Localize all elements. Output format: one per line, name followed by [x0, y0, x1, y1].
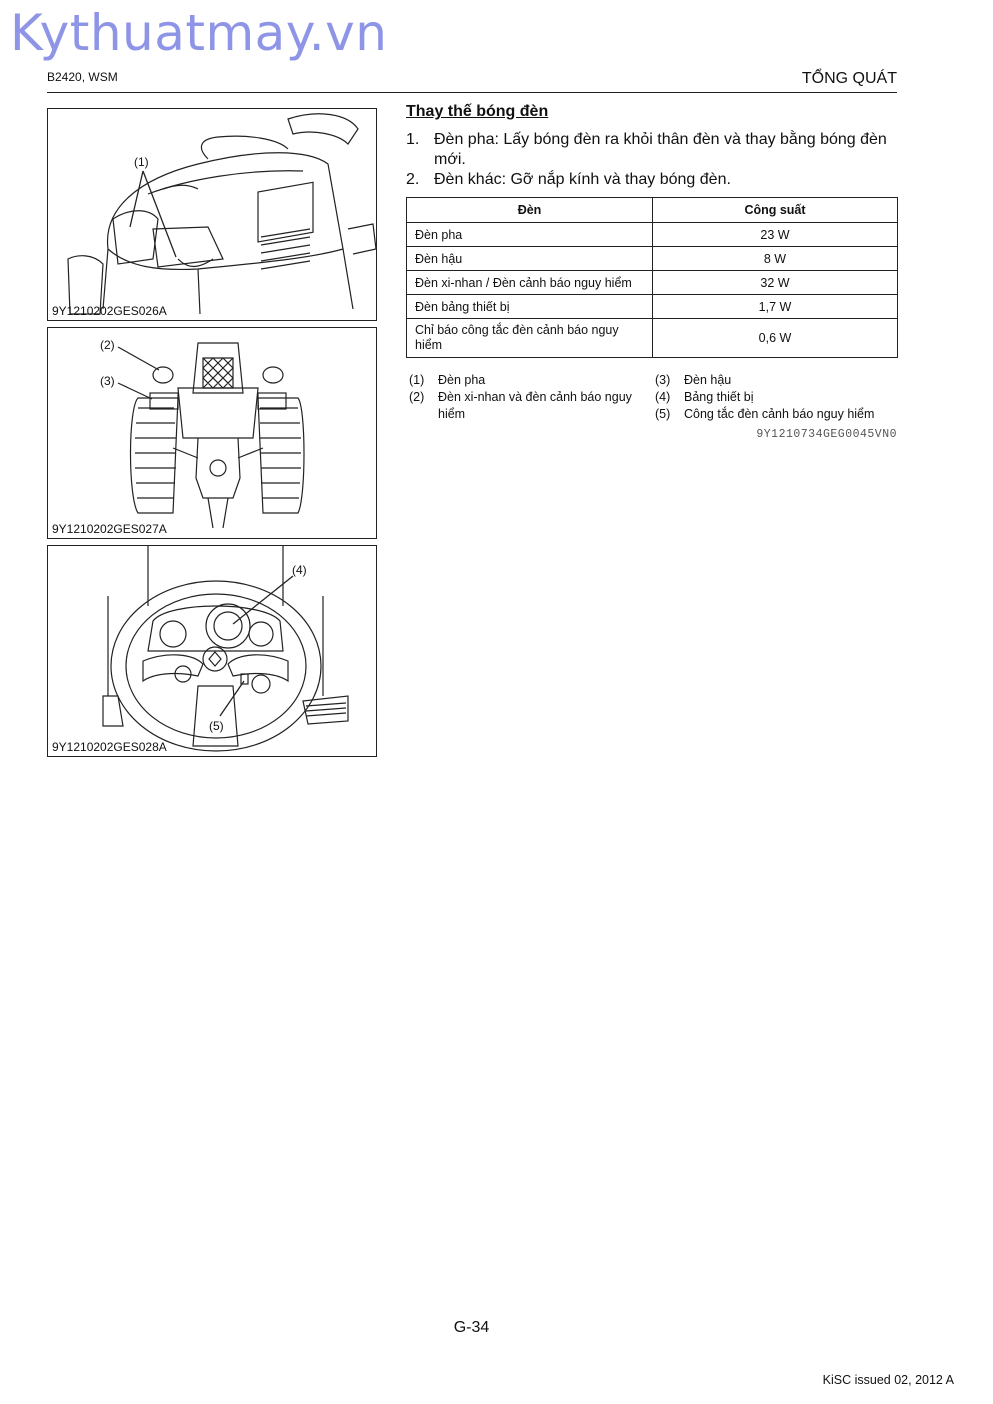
legend-number: (3): [655, 373, 671, 387]
legend-item: [409, 372, 649, 389]
tractor-rear-illustration: [48, 328, 377, 539]
step-text: Đèn pha: Lấy bóng đèn ra khỏi thân đèn và thay bằng bóng đèn mới.: [434, 131, 887, 168]
table-row: [407, 295, 898, 319]
legend-left: [409, 372, 649, 423]
step-item: [406, 170, 898, 190]
figure-code: 9Y1210202GES027A: [52, 522, 167, 536]
legend-text: Đèn pha: [438, 373, 486, 387]
cell-light: Đèn xi-nhan / Đèn cảnh báo nguy hiểm: [407, 271, 653, 295]
callout-5: (5): [209, 719, 224, 733]
legend-item: [655, 372, 900, 389]
table-header-row: [407, 198, 898, 223]
legend-text: Bảng thiết bị: [684, 390, 754, 404]
section-title: Thay thế bóng đèn: [406, 103, 549, 120]
cell-light: Đèn bảng thiết bị: [407, 295, 653, 319]
table-row: [407, 319, 898, 358]
legend-number: (5): [655, 407, 671, 421]
callout-3: (3): [100, 374, 115, 388]
footer-issue: KiSC issued 02, 2012 A: [822, 1373, 954, 1387]
figure-dashboard: [47, 545, 377, 757]
table-row: [407, 271, 898, 295]
step-item: [406, 130, 898, 170]
legend-text: Công tắc đèn cảnh báo nguy hiểm: [684, 407, 875, 421]
cell-light: Đèn hậu: [407, 247, 653, 271]
procedure-steps: [406, 130, 898, 190]
column-header-wattage: Công suất: [653, 198, 898, 223]
dashboard-illustration: [48, 546, 377, 757]
header-model: B2420, WSM: [47, 70, 118, 84]
step-text: Đèn khác: Gỡ nắp kính và thay bóng đèn.: [434, 171, 731, 188]
cell-wattage: 32 W: [653, 271, 898, 295]
cell-light: Đèn pha: [407, 223, 653, 247]
callout-4: (4): [292, 563, 307, 577]
cell-wattage: 0,6 W: [653, 319, 898, 358]
column-header-light: Đèn: [407, 198, 653, 223]
tractor-hood-illustration: [48, 109, 377, 321]
watermark-logo: Kythuatmay.vn: [10, 4, 388, 62]
cell-wattage: 8 W: [653, 247, 898, 271]
callout-1: (1): [134, 155, 149, 169]
callout-2: (2): [100, 338, 115, 352]
header-divider: [47, 92, 897, 93]
legend-item: [409, 389, 649, 423]
header-section: TỔNG QUÁT: [801, 70, 897, 87]
legend-number: (1): [409, 373, 425, 387]
document-code: 9Y1210734GEG0045VN0: [756, 428, 897, 441]
legend-number: (4): [655, 390, 671, 404]
figure-code: 9Y1210202GES026A: [52, 304, 167, 318]
page-number: G-34: [453, 1319, 490, 1336]
cell-wattage: 1,7 W: [653, 295, 898, 319]
legend-item: [655, 389, 900, 406]
cell-wattage: 23 W: [653, 223, 898, 247]
table-row: [407, 223, 898, 247]
figure-headlights: [47, 108, 377, 321]
legend-right: [655, 372, 900, 423]
figure-rear-lights: [47, 327, 377, 539]
step-number: 1.: [406, 131, 420, 148]
figure-code: 9Y1210202GES028A: [52, 740, 167, 754]
legend-item: [655, 406, 900, 423]
table-row: [407, 247, 898, 271]
step-number: 2.: [406, 171, 420, 188]
cell-light: Chỉ báo công tắc đèn cảnh báo nguy hiểm: [407, 319, 653, 358]
bulb-wattage-table: [406, 197, 898, 358]
legend-text: Đèn hậu: [684, 373, 732, 387]
legend-text: Đèn xi-nhan và đèn cảnh báo nguy hiểm: [438, 390, 632, 421]
legend-number: (2): [409, 390, 425, 404]
